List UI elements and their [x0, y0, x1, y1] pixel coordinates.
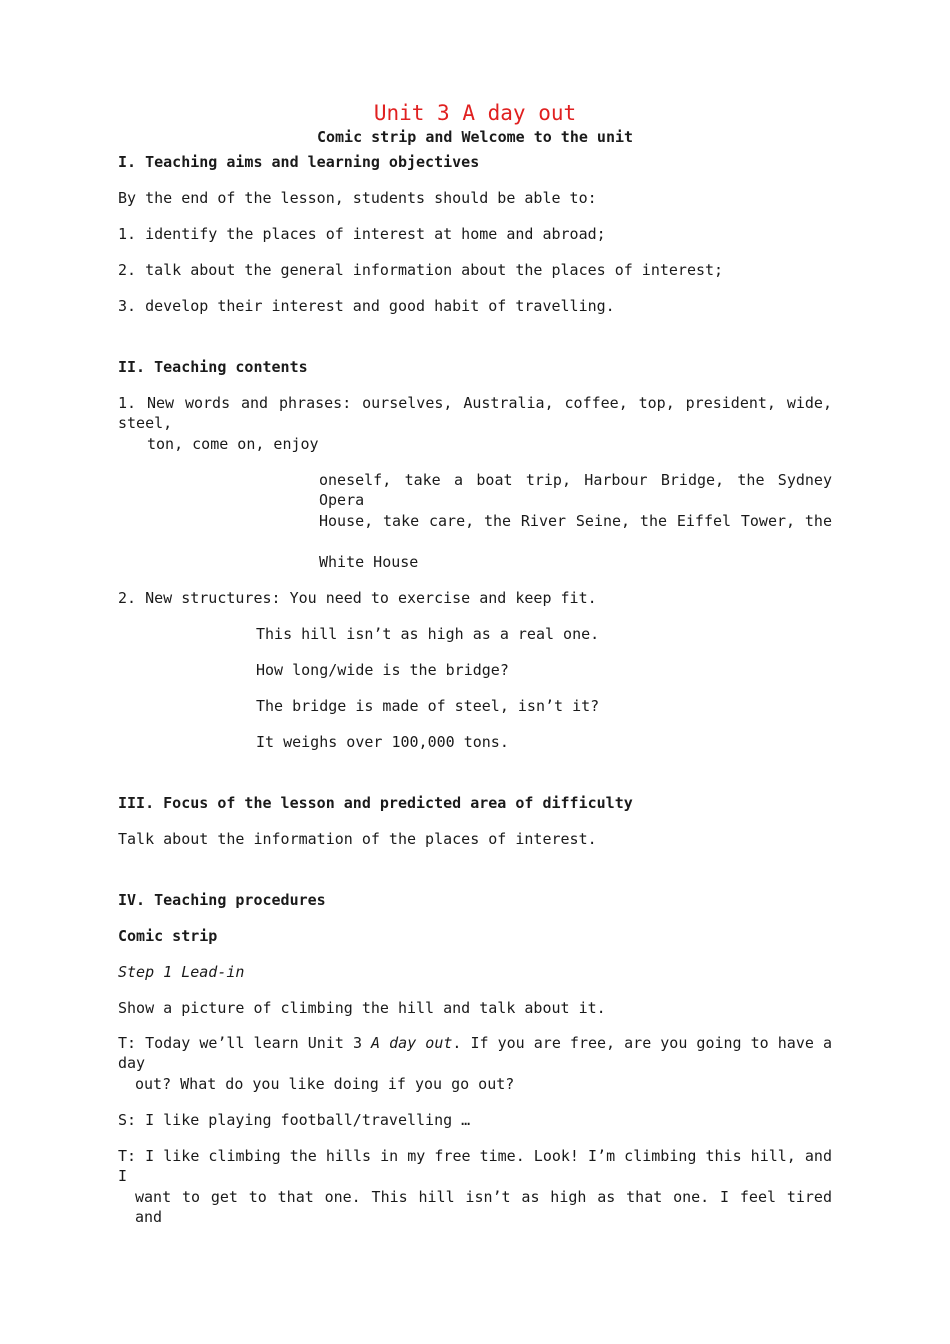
- comic-strip-subheading: Comic strip: [118, 927, 218, 945]
- step-1-label: Step 1 Lead-in: [118, 963, 245, 981]
- student-line: S: I like playing football/travelling …: [118, 1111, 471, 1129]
- contents-item-1-line-1: 1. New words and phrases: ourselves, Australia, coffee, top, president, wide, steel,: [118, 394, 832, 432]
- structure-line-2: How long/wide is the bridge?: [256, 661, 509, 679]
- contents-item-1-line-3: oneself, take a boat trip, Harbour Bridge, the Sydney Opera: [319, 471, 832, 509]
- teacher-line-1: [118, 1033, 832, 1073]
- teacher-line-2: T: I like climbing the hills in my free time. Look! I’m climbing this hill, and I: [118, 1147, 832, 1185]
- objective-item-3: 3. develop their interest and good habit of travelling.: [118, 297, 615, 315]
- contents-item-1-line-5: White House: [319, 553, 419, 571]
- unit-title-italic: A day out: [371, 1034, 453, 1052]
- objective-item-2: 2. talk about the general information about the places of interest;: [118, 261, 724, 279]
- document-subtitle: Comic strip and Welcome to the unit: [316, 128, 634, 146]
- teacher-line-1-continued: out? What do you like doing if you go out?: [135, 1075, 515, 1093]
- structure-line-3: The bridge is made of steel, isn’t it?: [256, 697, 600, 715]
- section-1-intro: By the end of the lesson, students should be able to:: [118, 189, 597, 207]
- teacher-line-1-prefix: T: Today we’ll learn Unit 3: [118, 1034, 372, 1052]
- section-3-heading: III. Focus of the lesson and predicted area of difficulty: [118, 794, 633, 812]
- section-4-heading: IV. Teaching procedures: [118, 891, 326, 909]
- document-title: Unit 3 A day out: [373, 101, 577, 125]
- structure-line-4: It weighs over 100,000 tons.: [256, 733, 509, 751]
- show-picture-text: Show a picture of climbing the hill and talk about it.: [118, 999, 606, 1017]
- contents-item-1-line-2: ton, come on, enjoy: [147, 435, 319, 453]
- objective-item-1: 1. identify the places of interest at home and abroad;: [118, 225, 606, 243]
- section-1-heading: I. Teaching aims and learning objectives: [118, 153, 480, 171]
- teacher-line-2-continued: want to get to that one. This hill isn’t as high as that one. I feel tired and: [135, 1188, 832, 1226]
- section-3-text: Talk about the information of the places of interest.: [118, 830, 597, 848]
- section-2-heading: II. Teaching contents: [118, 358, 308, 376]
- contents-item-1-line-4: House, take care, the River Seine, the Eiffel Tower, the: [319, 512, 832, 530]
- teacher-line-1-suffix: . If you are free, are you going to have a day: [118, 1034, 832, 1072]
- structure-line-1: This hill isn’t as high as a real one.: [256, 625, 600, 643]
- contents-item-2-line-1: 2. New structures: You need to exercise and keep fit.: [118, 589, 597, 607]
